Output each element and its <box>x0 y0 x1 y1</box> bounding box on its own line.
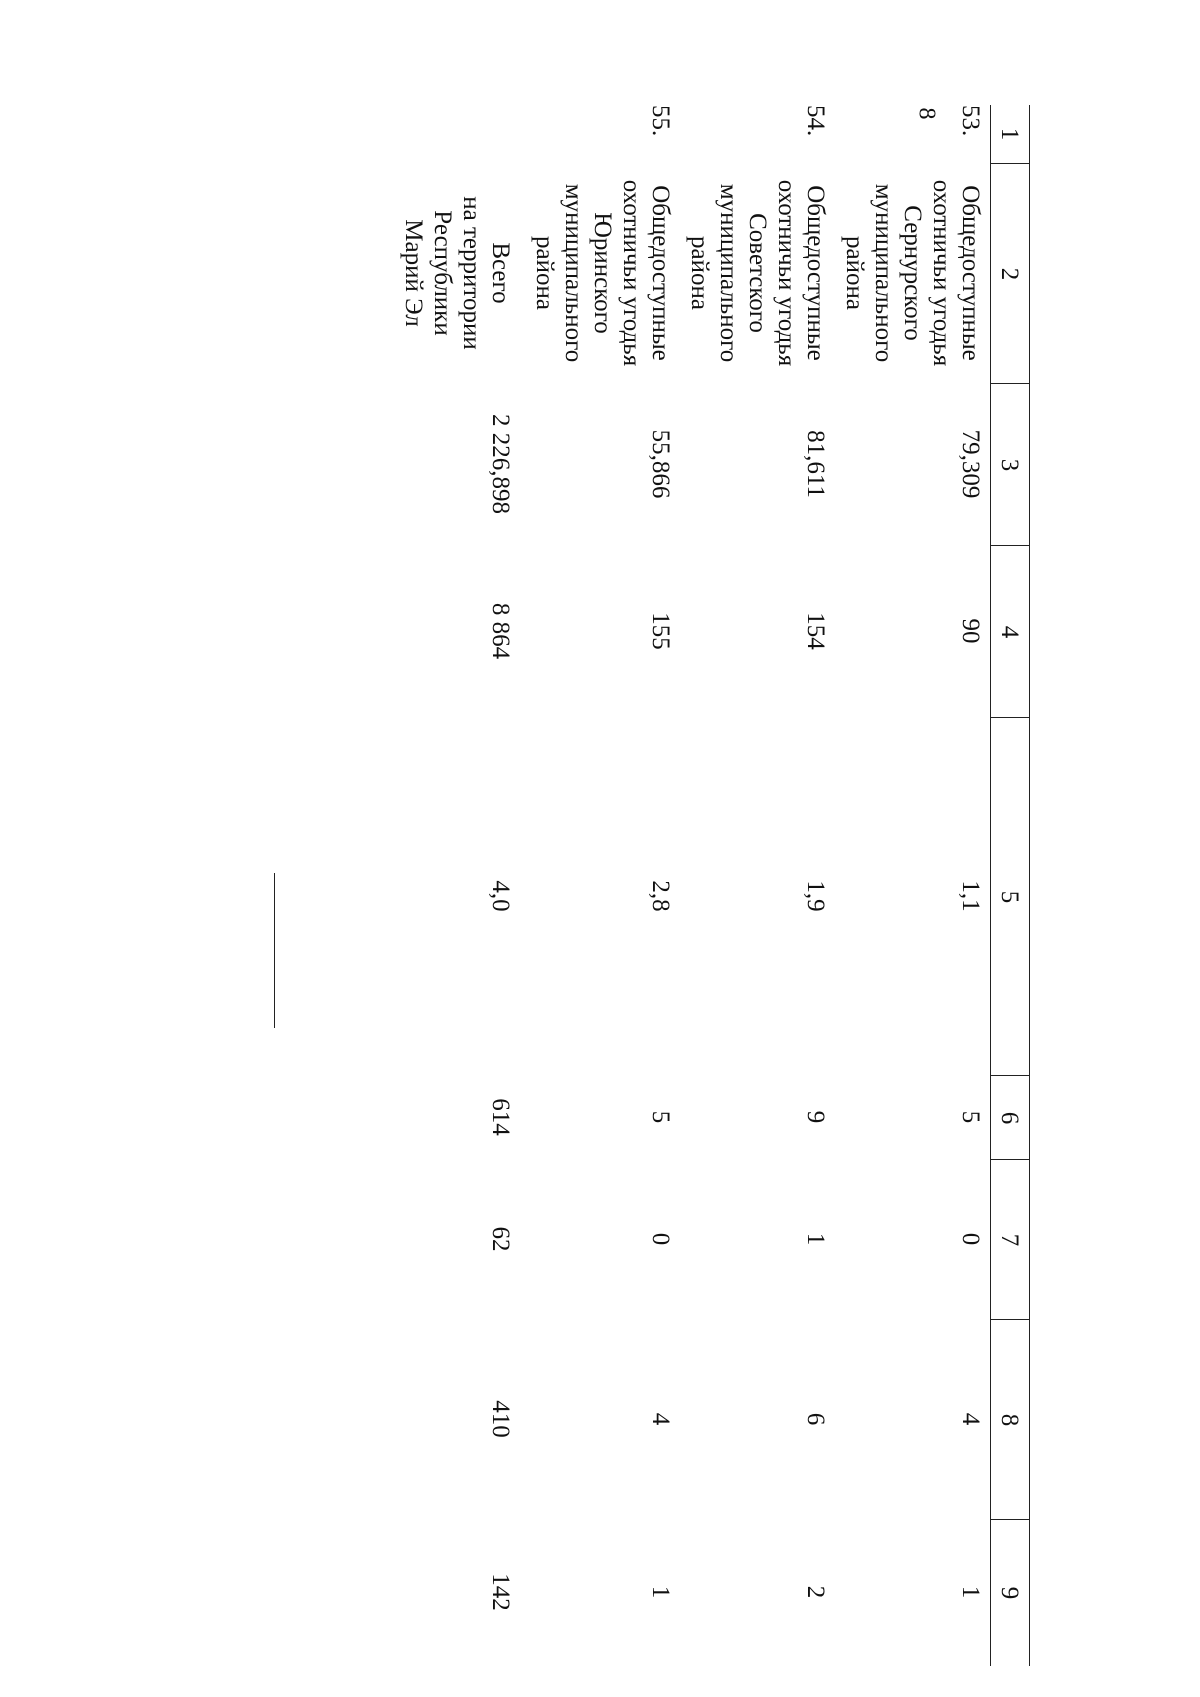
total-row-col-4: 8 864 <box>487 602 514 660</box>
row-53-name: Общедоступные охотничьи угодья Сернурского муниципального района <box>841 179 984 367</box>
total-row-col-9: 142 <box>487 1573 514 1611</box>
total-row-col-3: 2 226,898 <box>487 414 514 514</box>
total-row-col-7: 62 <box>487 1226 514 1252</box>
row-55-col-5: 2,8 <box>647 880 674 912</box>
row-55-name: Общедоступные охотничьи угодья Юринского муниципального района <box>531 179 674 367</box>
total-row-name: Всего на территории Республики Марий Эл <box>400 196 514 350</box>
row-53-col-7: 0 <box>957 1232 984 1246</box>
row-53-col-6: 5 <box>957 1110 984 1124</box>
row-54-col-7: 1 <box>802 1232 829 1246</box>
header-cell-2: 2 <box>990 163 1030 384</box>
header-cell-8: 8 <box>990 1319 1030 1520</box>
header-cell-5: 5 <box>990 717 1030 1076</box>
row-53-col-8: 4 <box>957 1412 984 1426</box>
row-54-col-4: 154 <box>802 612 829 650</box>
header-cell-9: 9 <box>990 1519 1030 1666</box>
table-sheet <box>210 105 1030 1665</box>
row-53-col-5: 1,1 <box>957 880 984 912</box>
row-53-number: 53. <box>957 105 984 137</box>
header-cell-6: 6 <box>990 1075 1030 1160</box>
total-row-col-6: 614 <box>487 1098 514 1136</box>
end-separator-line <box>274 873 275 1028</box>
row-55-col-7: 0 <box>647 1232 674 1246</box>
header-cell-3: 3 <box>990 383 1030 546</box>
row-53-col-4: 90 <box>957 618 984 644</box>
row-54-number: 54. <box>802 105 829 137</box>
row-55-col-6: 5 <box>647 1110 674 1124</box>
row-55-col-9: 1 <box>647 1585 674 1599</box>
row-54-col-3: 81,611 <box>802 430 829 498</box>
header-cell-4: 4 <box>990 545 1030 718</box>
total-row-col-5: 4,0 <box>487 880 514 912</box>
total-row-col-8: 410 <box>487 1400 514 1438</box>
header-cell-1: 1 <box>990 105 1030 163</box>
page-number: 8 <box>913 107 940 120</box>
row-55-number: 55. <box>647 105 674 137</box>
row-55-col-4: 155 <box>647 612 674 650</box>
row-55-col-3: 55,866 <box>647 429 674 499</box>
row-54-col-8: 6 <box>802 1412 829 1426</box>
row-53-col-3: 79,309 <box>957 429 984 499</box>
row-55-col-8: 4 <box>647 1412 674 1426</box>
header-cell-7: 7 <box>990 1159 1030 1320</box>
row-54-col-6: 9 <box>802 1110 829 1124</box>
row-53-col-9: 1 <box>957 1585 984 1599</box>
row-54-col-5: 1,9 <box>802 880 829 912</box>
row-54-name: Общедоступные охотничьи угодья Советского муниципального района <box>686 179 829 367</box>
row-54-col-9: 2 <box>802 1585 829 1599</box>
